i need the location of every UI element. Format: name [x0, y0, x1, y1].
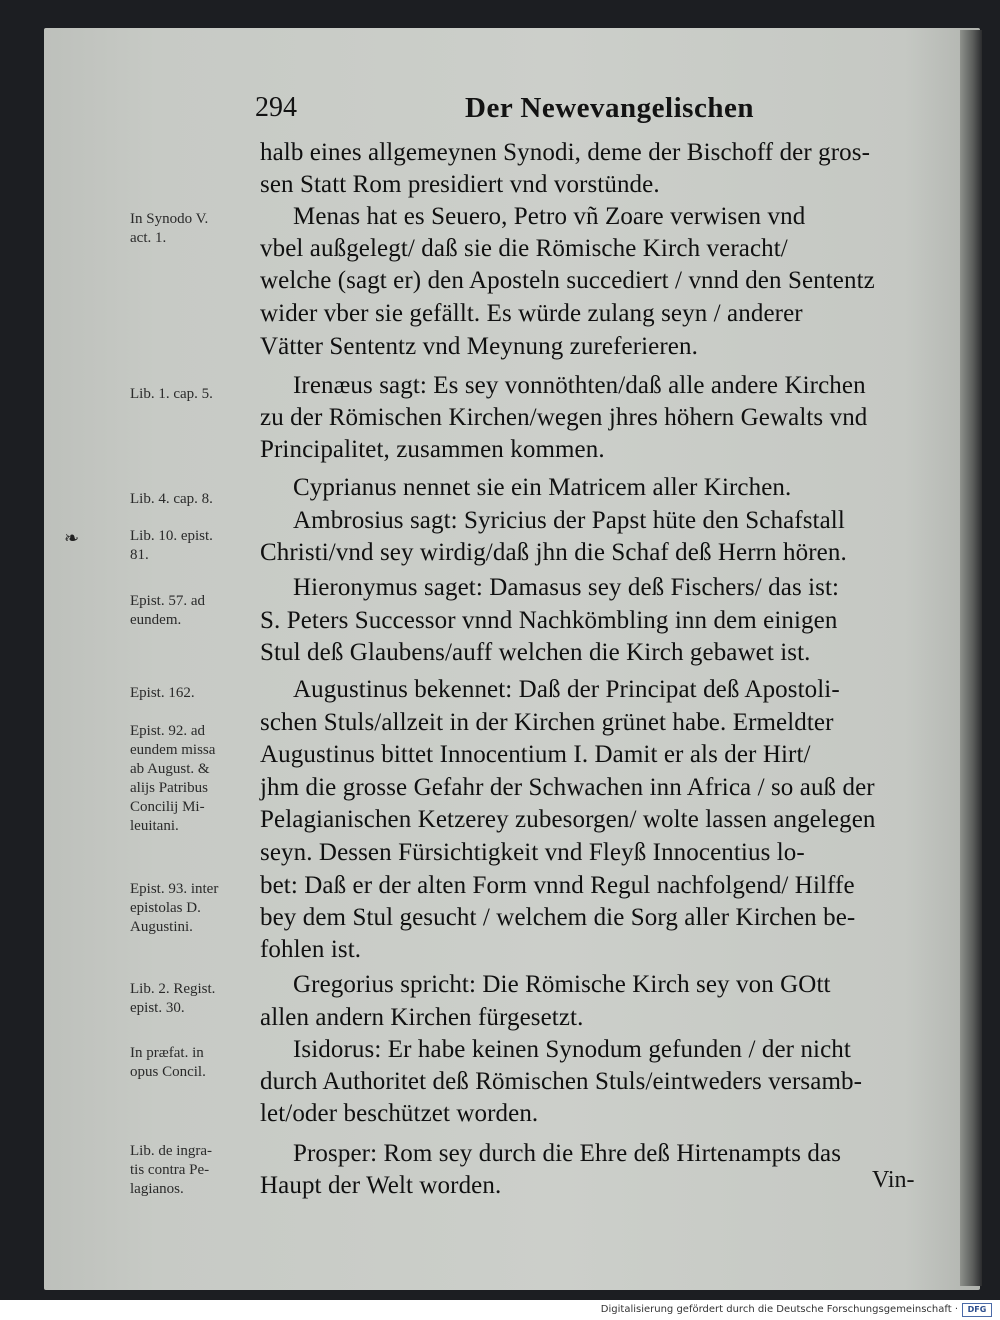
margin-note: In Synodo V. act. 1.	[130, 211, 209, 246]
fleuron-ornament-icon: ❧	[64, 528, 80, 549]
margin-note: Lib. de ingra- tis contra Pe- lagianos.	[130, 1143, 213, 1197]
text-line: seyn. Dessen Fürsichtigkeit vnd Fleyß Innocentius lo-	[260, 839, 805, 866]
text-line: wider vber sie gefällt. Es würde zulang seyn / anderer	[260, 300, 803, 327]
page-number: 294	[255, 92, 297, 123]
text-line: let/oder beschützet worden.	[260, 1100, 539, 1127]
catchword: Vin-	[872, 1167, 915, 1193]
text-line: Stul deß Glaubens/auff welchen die Kirch gebawet ist.	[260, 639, 811, 666]
text-line: Augustinus bittet Innocentium I. Damit er als der Hirt/	[260, 741, 811, 768]
text-line: welche (sagt er) den Aposteln succediert / vnnd den Sententz	[260, 267, 875, 294]
text-line: Prosper: Rom sey durch die Ehre deß Hirtenampts das	[293, 1140, 842, 1167]
text-line: Vätter Sententz vnd Meynung zureferieren.	[260, 333, 698, 360]
margin-note: In præfat. in opus Concil.	[130, 1045, 206, 1080]
text-line: Augustinus bekennet: Daß der Principat deß Apostoli-	[293, 676, 840, 703]
margin-note: Epist. 93. inter epistolas D. Augustini.	[130, 881, 219, 935]
text-line: Isidorus: Er habe keinen Synodum gefunden / der nicht	[293, 1036, 851, 1063]
margin-note: Lib. 10. epist. 81.	[130, 528, 213, 563]
footer-bar	[0, 1300, 1000, 1320]
text-line: Christi/vnd sey wirdig/daß jhn die Schaf deß Herrn hören.	[260, 539, 847, 566]
text-line: schen Stuls/allzeit in der Kirchen grünet habe. Ermeldter	[260, 709, 834, 736]
text-line: Principalitet, zusammen kommen.	[260, 436, 605, 463]
running-head: Der Newevangelischen	[465, 92, 754, 124]
text-line: sen Statt Rom presidiert vnd vorstünde.	[260, 171, 660, 198]
margin-note: Epist. 92. ad eundem missa ab August. & alijs Patribus Concilij Mi- leuitani.	[130, 723, 216, 834]
text-line: fohlen ist.	[260, 936, 362, 963]
text-line: Pelagianischen Ketzerey zubesorgen/ wolte lassen angelegen	[260, 806, 876, 833]
text-line: S. Peters Successor vnnd Nachkömbling inn dem einigen	[260, 607, 838, 634]
text-line: allen andern Kirchen fürgesetzt.	[260, 1004, 584, 1031]
text-line: durch Authoritet deß Römischen Stuls/eintweders versamb-	[260, 1068, 863, 1095]
text-line: Ambrosius sagt: Syricius der Papst hüte den Schafstall	[293, 507, 845, 534]
text-line: Irenæus sagt: Es sey vonnöthten/daß alle andere Kirchen	[293, 372, 866, 399]
text-line: Gregorius spricht: Die Römische Kirch sey von GOtt	[293, 971, 831, 998]
funding-credit: Digitalisierung gefördert durch die Deutsche Forschungsgemeinschaft ·	[600, 1304, 958, 1315]
text-line: Hieronymus saget: Damasus sey deß Fischers/ das ist:	[293, 574, 840, 601]
text-line: zu der Römischen Kirchen/wegen jhres höhern Gewalts vnd	[260, 404, 868, 431]
text-line: bey dem Stul gesucht / welchem die Sorg aller Kirchen be-	[260, 904, 856, 931]
text-line: jhm die grosse Gefahr der Schwachen inn Africa / so auß der	[260, 774, 875, 801]
margin-note: Epist. 57. ad eundem.	[130, 593, 205, 628]
text-line: halb eines allgemeynen Synodi, deme der Bischoff der gros-	[260, 139, 871, 166]
text-line: bet: Daß er der alten Form vnnd Regul nachfolgend/ Hilffe	[260, 872, 855, 899]
text-line: vbel außgelegt/ daß sie die Römische Kirch veracht/	[260, 235, 788, 262]
text-line: Menas hat es Seuero, Petro vñ Zoare verwisen vnd	[293, 203, 806, 230]
text-line: Haupt der Welt worden.	[260, 1172, 502, 1199]
margin-note: Lib. 2. Regist. epist. 30.	[130, 981, 216, 1016]
margin-note: Lib. 1. cap. 5.	[130, 386, 213, 402]
page-header	[255, 92, 935, 132]
text-line: Cyprianus nennet sie ein Matricem aller Kirchen.	[293, 474, 792, 501]
margin-note: Lib. 4. cap. 8.	[130, 491, 213, 507]
dfg-logo: DFG	[962, 1303, 992, 1317]
margin-note: Epist. 162.	[130, 685, 195, 701]
